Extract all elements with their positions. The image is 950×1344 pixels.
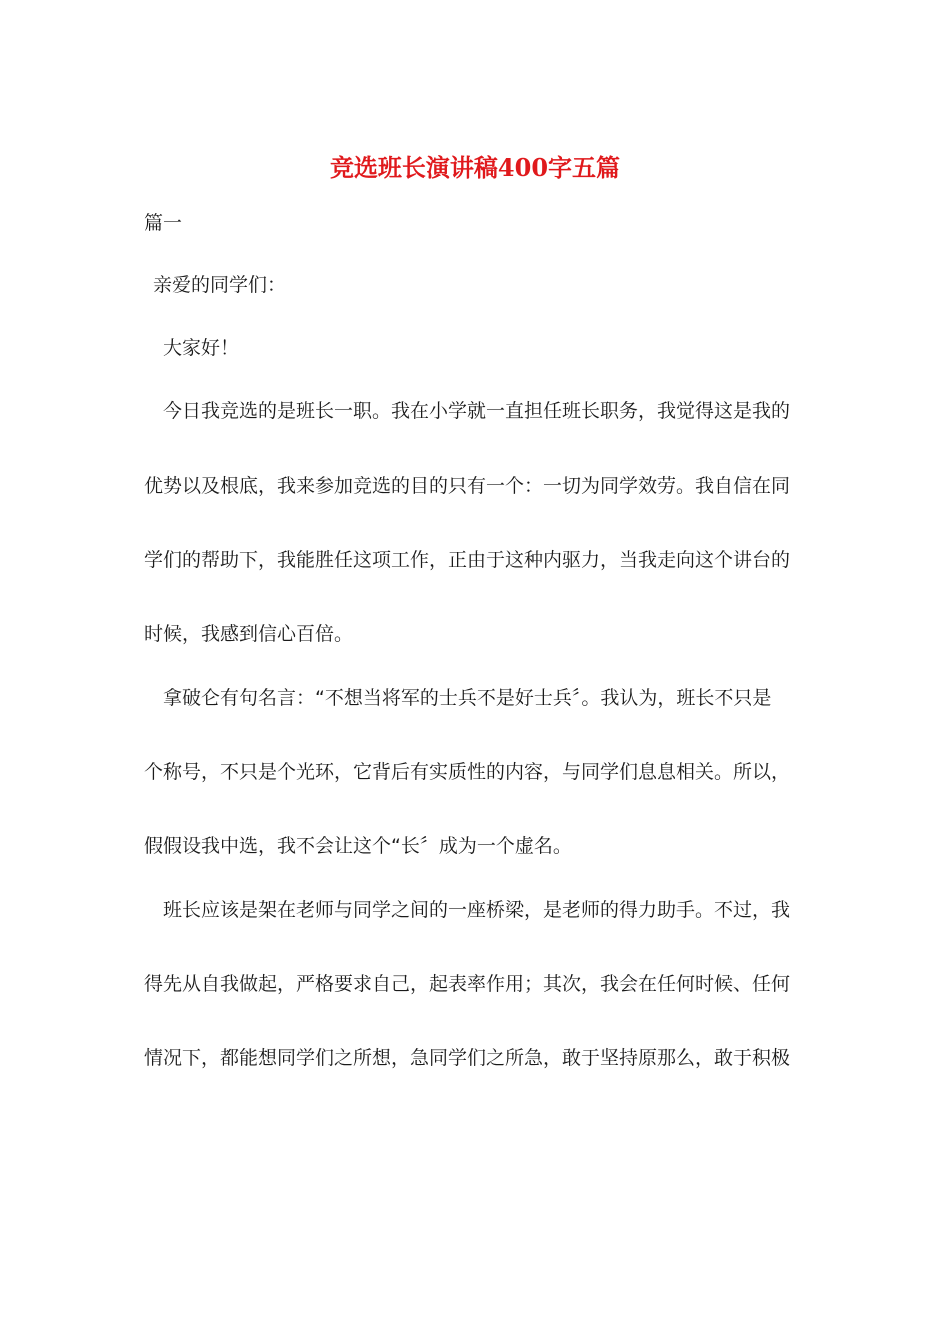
paragraph-line: 拿破仑有句名言：“不想当将军的士兵不是好士兵〞。我认为，班长不只是 (163, 687, 772, 709)
paragraph-line: 今日我竞选的是班长一职。我在小学就一直担任班长职务，我觉得这是我的 (163, 400, 791, 422)
paragraph-line: 情况下，都能想同学们之所想，急同学们之所急，敢于坚持原那么，敢于积极 (144, 1047, 791, 1069)
paragraph-line: 个称号，不只是个光环，它背后有实质性的内容，与同学们息息相关。所以， (144, 761, 791, 783)
paragraph-line: 得先从自我做起，严格要求自己，起表率作用；其次，我会在任何时候、任何 (144, 973, 791, 995)
paragraph-line: 假假设我中选，我不会让这个“长〞成为一个虚名。 (144, 835, 572, 857)
section-heading: 篇一 (144, 212, 183, 234)
paragraph-line: 优势以及根底，我来参加竞选的目的只有一个：一切为同学效劳。我自信在同 (144, 475, 791, 497)
salutation: 亲爱的同学们： (153, 274, 287, 296)
paragraph-line: 班长应该是架在老师与同学之间的一座桥梁，是老师的得力助手。不过，我 (163, 899, 791, 921)
paragraph-line: 学们的帮助下，我能胜任这项工作，正由于这种内驱力，当我走向这个讲台的 (144, 549, 791, 571)
greeting: 大家好！ (163, 337, 240, 359)
document-title: 竞选班长演讲稿400字五篇 (329, 153, 621, 182)
paragraph-line: 时候，我感到信心百倍。 (144, 623, 354, 645)
